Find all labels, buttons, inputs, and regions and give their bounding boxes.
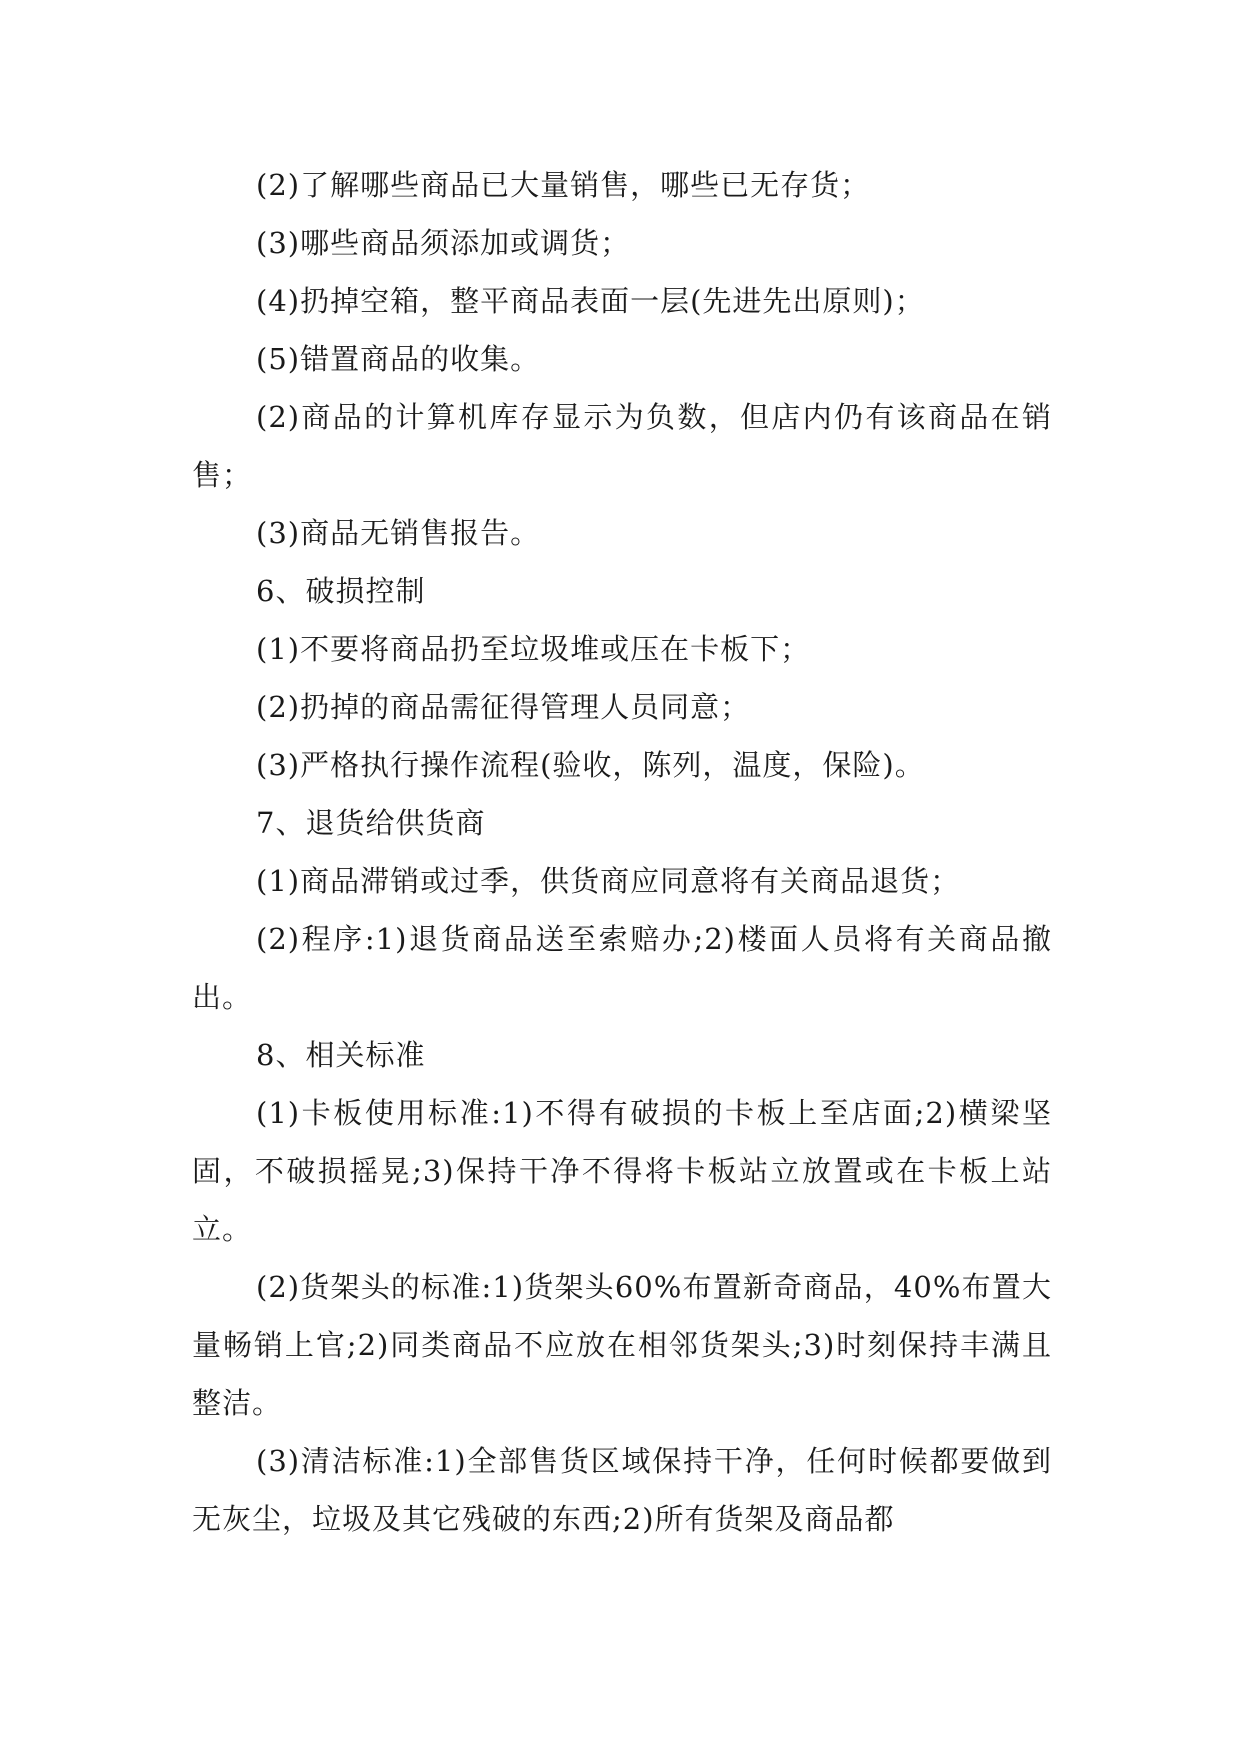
- document-body: [192, 156, 1052, 1548]
- paragraph-5: (2)商品的计算机库存显示为负数，但店内仍有该商品在销售；: [192, 400, 1052, 492]
- section-heading-8: 8、相关标准: [256, 1038, 426, 1072]
- paragraph-9: (2)扔掉的商品需征得管理人员同意；: [256, 690, 751, 724]
- paragraph-1: (2)了解哪些商品已大量销售，哪些已无存货；: [256, 168, 871, 202]
- paragraph-17: (3)清洁标准:1)全部售货区域保持干净，任何时候都要做到无灰尘，垃圾及其它残破的东西;2)所有货架及商品都: [192, 1444, 1052, 1536]
- paragraph-16: (2)货架头的标准:1)货架头60%布置新奇商品，40%布置大量畅销上官;2)同类商品不应放在相邻货架头;3)时刻保持丰满且整洁。: [192, 1270, 1052, 1420]
- section-heading-6: 6、破损控制: [256, 574, 426, 608]
- paragraph-10: (3)严格执行操作流程(验收，陈列，温度，保险)。: [256, 748, 925, 782]
- paragraph-2: (3)哪些商品须添加或调货；: [256, 226, 631, 260]
- paragraph-12: (1)商品滞销或过季，供货商应同意将有关商品退货；: [256, 864, 961, 898]
- section-heading-7: 7、退货给供货商: [256, 806, 486, 840]
- paragraph-13: (2)程序:1)退货商品送至索赔办;2)楼面人员将有关商品撤出。: [192, 922, 1052, 1014]
- paragraph-15: (1)卡板使用标准:1)不得有破损的卡板上至店面;2)横梁坚固，不破损摇晃;3)保持干净不得将卡板站立放置或在卡板上站立。: [192, 1096, 1052, 1246]
- paragraph-4: (5)错置商品的收集。: [256, 342, 541, 376]
- paragraph-8: (1)不要将商品扔至垃圾堆或压在卡板下；: [256, 632, 811, 666]
- paragraph-6: (3)商品无销售报告。: [256, 516, 541, 550]
- paragraph-3: (4)扔掉空箱，整平商品表面一层(先进先出原则)；: [256, 284, 925, 318]
